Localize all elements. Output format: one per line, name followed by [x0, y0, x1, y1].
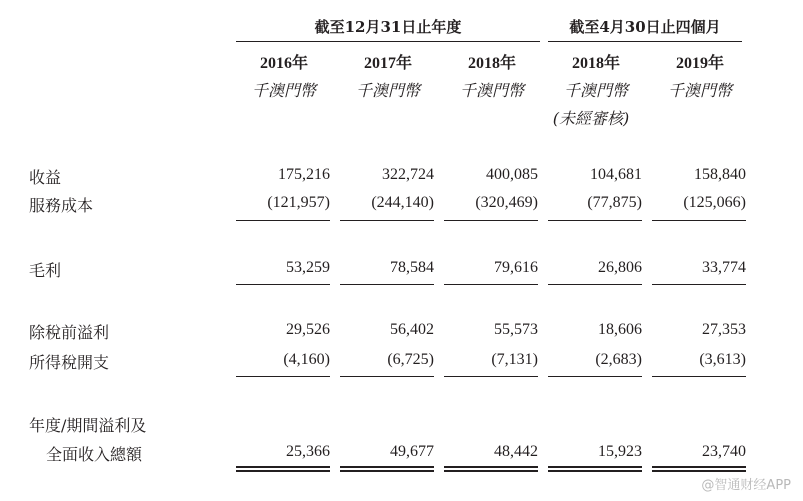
subtotal-rule — [652, 220, 746, 221]
subtotal-rule — [548, 376, 642, 377]
cell-cost-2018: (320,469) — [475, 194, 538, 211]
subtotal-rule — [652, 376, 746, 377]
cell-pbt-2016: 29,526 — [286, 321, 330, 338]
cell-tax-2016: (4,160) — [283, 351, 330, 368]
year-header-2017: 2017年 — [363, 55, 412, 72]
row-label-profit-total-line2: 全面收入總額 — [46, 445, 143, 464]
row-label-profit-before-tax: 除稅前溢利 — [29, 323, 110, 342]
cell-total-2018: 48,442 — [494, 443, 538, 460]
cell-revenue-2017: 322,724 — [382, 166, 434, 183]
cell-gross-profit-2017: 78,584 — [390, 259, 434, 276]
row-label-cost-of-services: 服務成本 — [29, 196, 94, 215]
year-header-2016: 2016年 — [259, 55, 308, 72]
total-double-rule — [236, 466, 330, 468]
total-double-rule — [340, 466, 434, 468]
subtotal-rule — [444, 220, 538, 221]
total-double-rule — [236, 470, 330, 472]
row-label-profit-total-line1: 年度/期間溢利及 — [29, 416, 147, 435]
watermark: @智通财经APP — [701, 478, 791, 493]
cell-cost-2016: (121,957) — [267, 194, 330, 211]
cell-pbt-2019-period: 27,353 — [702, 321, 746, 338]
cell-tax-2017: (6,725) — [387, 351, 434, 368]
cell-cost-2019-period: (125,066) — [683, 194, 746, 211]
row-label-revenue: 收益 — [29, 168, 62, 187]
cell-total-2019-period: 23,740 — [702, 443, 746, 460]
year-header-2018-period: 2018年 — [571, 55, 620, 72]
cell-tax-2018: (7,131) — [491, 351, 538, 368]
subtotal-rule — [340, 376, 434, 377]
unaudited-note: (未經審核) — [552, 109, 630, 128]
subtotal-rule — [236, 376, 330, 377]
total-double-rule — [548, 466, 642, 468]
unit-header: 千澳門幣 — [667, 81, 732, 100]
cell-gross-profit-2018: 79,616 — [494, 259, 538, 276]
header-year-end-group: 截至12月31日止年度 — [314, 18, 462, 36]
cell-pbt-2018: 55,573 — [494, 321, 538, 338]
cell-tax-2019-period: (3,613) — [699, 351, 746, 368]
subtotal-rule — [652, 284, 746, 285]
cell-pbt-2018-period: 18,606 — [598, 321, 642, 338]
subtotal-rule — [340, 220, 434, 221]
row-label-income-tax: 所得稅開支 — [29, 353, 110, 372]
cell-gross-profit-2018-period: 26,806 — [598, 259, 642, 276]
total-double-rule — [652, 470, 746, 472]
total-double-rule — [444, 466, 538, 468]
cell-tax-2018-period: (2,683) — [595, 351, 642, 368]
year-header-2019-period: 2019年 — [675, 55, 724, 72]
cell-revenue-2018-period: 104,681 — [590, 166, 642, 183]
subtotal-rule — [444, 284, 538, 285]
subtotal-rule — [236, 220, 330, 221]
subtotal-rule — [444, 376, 538, 377]
subtotal-rule — [548, 220, 642, 221]
cell-total-2016: 25,366 — [286, 443, 330, 460]
cell-pbt-2017: 56,402 — [390, 321, 434, 338]
row-label-gross-profit: 毛利 — [29, 261, 62, 280]
total-double-rule — [444, 470, 538, 472]
year-header-2018: 2018年 — [467, 55, 516, 72]
header-year-end-underline — [236, 41, 540, 42]
unit-header: 千澳門幣 — [355, 81, 420, 100]
cell-gross-profit-2019-period: 33,774 — [702, 259, 746, 276]
cell-cost-2017: (244,140) — [371, 194, 434, 211]
cell-cost-2018-period: (77,875) — [587, 194, 642, 211]
cell-revenue-2018: 400,085 — [486, 166, 538, 183]
cell-total-2018-period: 15,923 — [598, 443, 642, 460]
cell-revenue-2016: 175,216 — [278, 166, 330, 183]
unit-header: 千澳門幣 — [459, 81, 524, 100]
total-double-rule — [548, 470, 642, 472]
unit-header: 千澳門幣 — [251, 81, 316, 100]
subtotal-rule — [548, 284, 642, 285]
header-four-months-group: 截至4月30日止四個月 — [569, 18, 721, 36]
cell-revenue-2019-period: 158,840 — [694, 166, 746, 183]
unit-header: 千澳門幣 — [563, 81, 628, 100]
subtotal-rule — [236, 284, 330, 285]
total-double-rule — [340, 470, 434, 472]
subtotal-rule — [340, 284, 434, 285]
total-double-rule — [652, 466, 746, 468]
header-four-months-underline — [548, 41, 742, 42]
cell-total-2017: 49,677 — [390, 443, 434, 460]
cell-gross-profit-2016: 53,259 — [286, 259, 330, 276]
